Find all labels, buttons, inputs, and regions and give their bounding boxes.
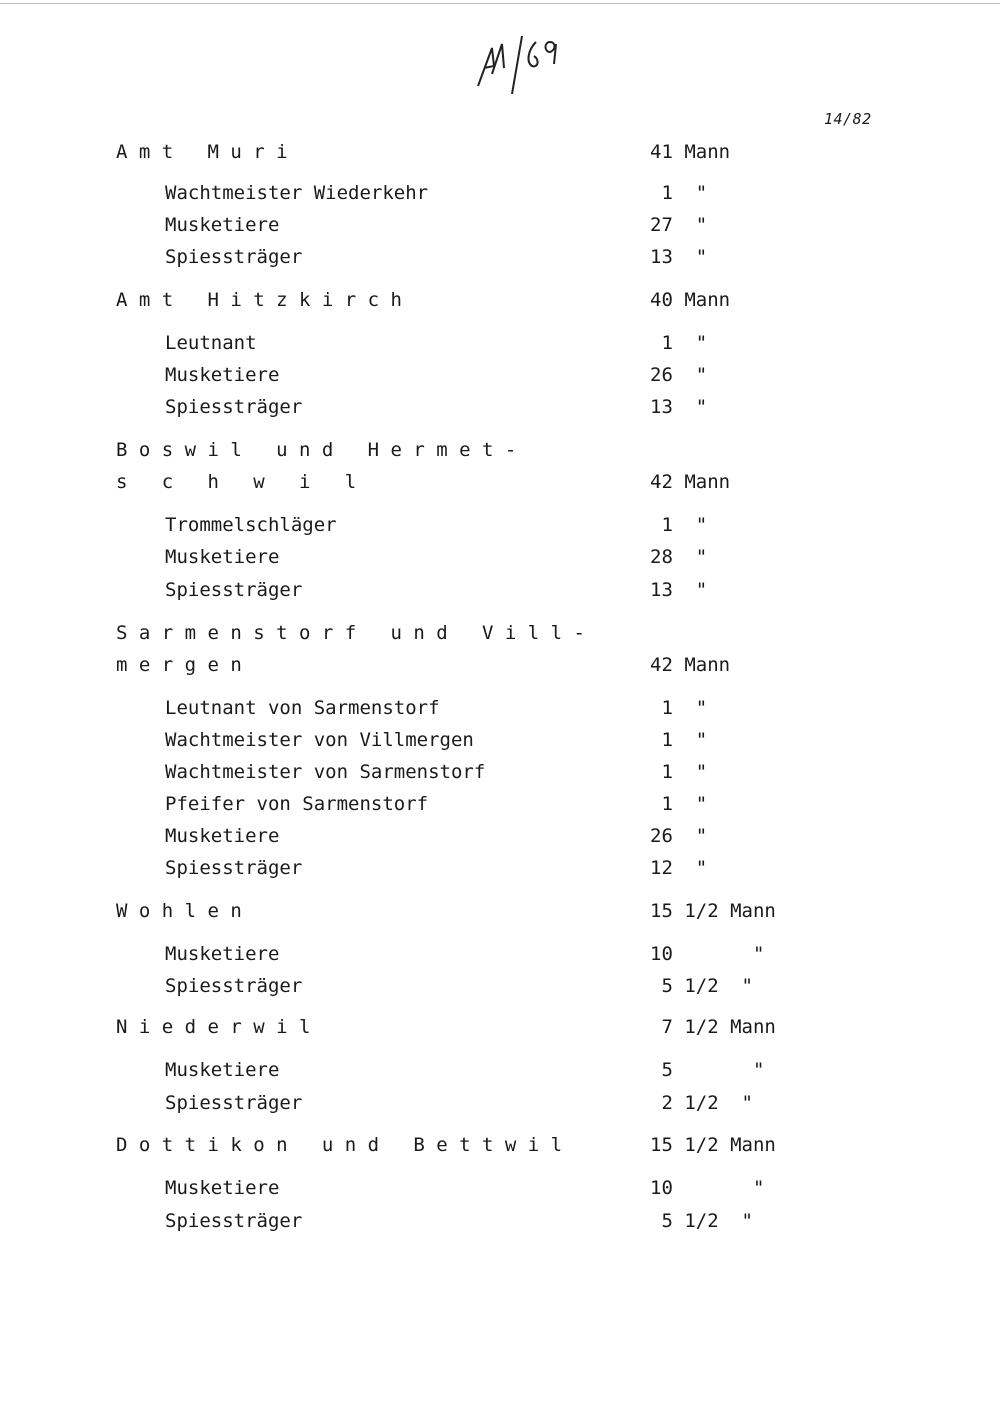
list-item-label: Leutnant von Sarmenstorf (165, 697, 440, 719)
list-item-qty: 28 " (650, 546, 708, 568)
list-item-label: Spiessträger (165, 857, 303, 879)
list-item-qty: 1 " (650, 697, 708, 719)
section-heading: S a r m e n s t o r f u n d V i l l - (116, 622, 585, 644)
list-item-label: Leutnant (165, 332, 257, 354)
list-item-label: Musketiere (165, 943, 280, 965)
list-item-label: Spiessträger (165, 246, 303, 268)
list-item-qty: 1 " (650, 332, 708, 354)
list-item-qty: 2 1/2 " (650, 1092, 753, 1114)
list-item-label: Wachtmeister von Sarmenstorf (165, 761, 486, 783)
section-total: 40 Mann (650, 289, 731, 311)
list-item-qty: 1 " (650, 182, 708, 204)
section-total: 7 1/2 Mann (650, 1016, 776, 1038)
list-item-qty: 10 " (650, 943, 765, 965)
list-item-label: Spiessträger (165, 1092, 303, 1114)
list-item-label: Musketiere (165, 364, 280, 386)
list-item-qty: 5 1/2 " (650, 1210, 753, 1232)
list-item-qty: 26 " (650, 364, 708, 386)
section-heading: D o t t i k o n u n d B e t t w i l (116, 1134, 563, 1156)
list-item-label: Wachtmeister Wiederkehr (165, 182, 429, 204)
list-item-qty: 27 " (650, 214, 708, 236)
section-heading-continued: m e r g e n (116, 654, 242, 676)
list-item-label: Trommelschläger (165, 514, 337, 536)
list-item-label: Musketiere (165, 825, 280, 847)
scan-edge-line (0, 3, 1000, 4)
section-heading: N i e d e r w i l (116, 1016, 311, 1038)
list-item-qty: 13 " (650, 396, 708, 418)
list-item-qty: 26 " (650, 825, 708, 847)
handwritten-reference (470, 28, 580, 98)
list-item-label: Wachtmeister von Villmergen (165, 729, 474, 751)
section-total: 42 Mann (650, 471, 731, 493)
section-heading: A m t H i t z k i r c h (116, 289, 402, 311)
list-item-qty: 13 " (650, 579, 708, 601)
list-item-label: Musketiere (165, 1177, 280, 1199)
list-item-qty: 13 " (650, 246, 708, 268)
section-total: 41 Mann (650, 141, 731, 163)
list-item-qty: 1 " (650, 793, 708, 815)
section-heading: W o h l e n (116, 900, 242, 922)
list-item-label: Musketiere (165, 214, 280, 236)
list-item-label: Pfeifer von Sarmenstorf (165, 793, 429, 815)
list-item-qty: 1 " (650, 729, 708, 751)
section-total: 15 1/2 Mann (650, 1134, 776, 1156)
list-item-label: Spiessträger (165, 1210, 303, 1232)
list-item-qty: 12 " (650, 857, 708, 879)
list-item-label: Spiessträger (165, 579, 303, 601)
list-item-label: Spiessträger (165, 975, 303, 997)
section-total: 42 Mann (650, 654, 731, 676)
list-item-qty: 10 " (650, 1177, 765, 1199)
folio-number: 14/82 (824, 110, 872, 128)
list-item-label: Spiessträger (165, 396, 303, 418)
section-heading: B o s w i l u n d H e r m e t - (116, 439, 517, 461)
list-item-qty: 1 " (650, 514, 708, 536)
list-item-qty: 5 " (650, 1059, 765, 1081)
list-item-label: Musketiere (165, 546, 280, 568)
section-heading: A m t M u r i (116, 141, 288, 163)
list-item-qty: 5 1/2 " (650, 975, 753, 997)
section-heading-continued: s c h w i l (116, 471, 357, 493)
list-item-qty: 1 " (650, 761, 708, 783)
section-total: 15 1/2 Mann (650, 900, 776, 922)
list-item-label: Musketiere (165, 1059, 280, 1081)
